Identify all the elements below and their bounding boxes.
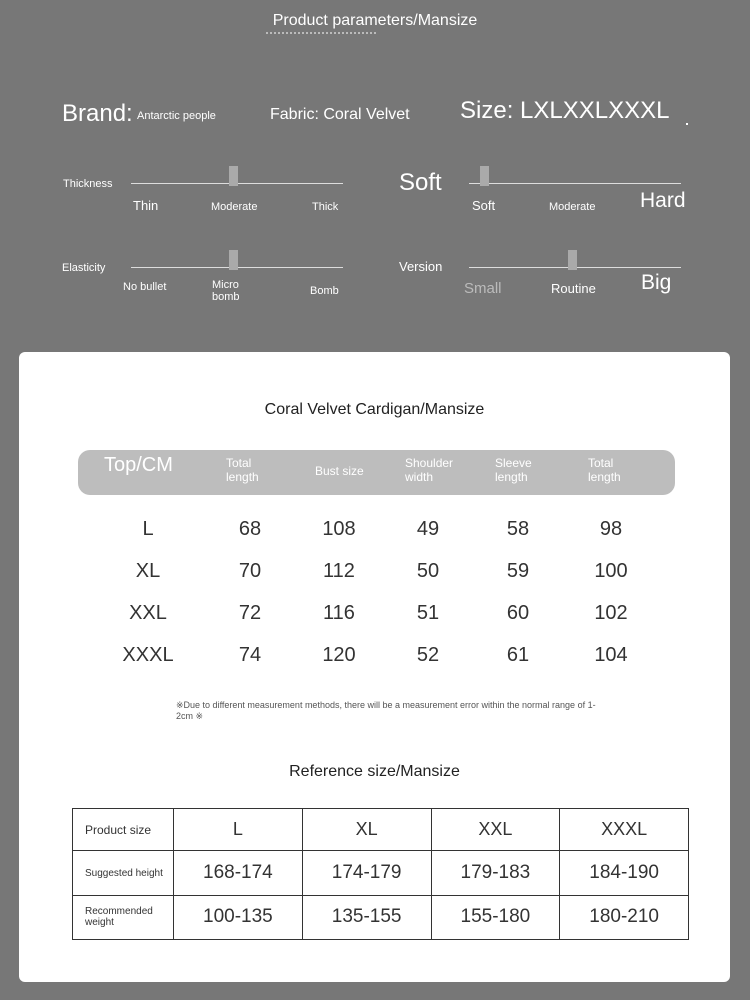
version-option-routine: Routine — [551, 281, 596, 296]
version-option-big: Big — [641, 271, 672, 294]
version-label: Version — [399, 259, 443, 274]
reference-height-row — [73, 851, 689, 895]
softness-option-moderate: Moderate — [549, 201, 596, 213]
measurement-note: ※Due to different measurement methods, there will be a measurement error within the normal range of 1-2cm ※ — [176, 700, 596, 721]
elasticity-option-micro-bomb: Micro bomb — [212, 279, 240, 303]
reference-size-xl: XL — [302, 809, 431, 851]
reference-weight-label: Recommended weight — [73, 895, 174, 939]
version-marker — [568, 250, 577, 270]
decorative-dot — [686, 123, 688, 125]
row-shoulder-width: 50 — [416, 560, 440, 582]
reference-height-xxl: 179-183 — [431, 851, 560, 895]
reference-header-row — [73, 809, 689, 851]
reference-weight-xl: 135-155 — [302, 895, 431, 939]
size-chart-col-total-length-2: Total length — [588, 456, 621, 484]
row-bust-size: 116 — [323, 602, 355, 624]
row-total-length-2: 98 — [599, 518, 623, 540]
reference-size-xxl: XXL — [431, 809, 560, 851]
thickness-option-thin: Thin — [133, 198, 159, 213]
row-size: XXXL — [122, 644, 174, 666]
row-total-length: 74 — [238, 644, 262, 666]
thickness-option-moderate: Moderate — [211, 201, 258, 213]
page-title: Product parameters/Mansize — [272, 12, 478, 29]
row-bust-size: 108 — [322, 518, 356, 540]
reference-size-l: L — [174, 809, 303, 851]
elasticity-option-no-bullet: No bullet — [123, 281, 167, 293]
row-size: XL — [135, 560, 161, 582]
row-bust-size: 112 — [323, 560, 355, 582]
row-sleeve-length: 60 — [506, 602, 530, 624]
softness-label: Soft — [399, 169, 442, 196]
row-bust-size: 120 — [322, 644, 356, 666]
row-size: L — [142, 518, 154, 540]
size-chart-col-bust-size: Bust size — [315, 464, 364, 478]
brand-label: Brand: — [62, 100, 133, 127]
row-shoulder-width: 49 — [416, 518, 440, 540]
softness-track — [469, 183, 681, 184]
softness-marker — [480, 166, 489, 186]
brand-value: Antarctic people — [137, 110, 216, 122]
size-chart-title: Coral Velvet Cardigan/Mansize — [264, 401, 485, 418]
row-total-length-2: 104 — [594, 644, 628, 666]
reference-header-label: Product size — [73, 809, 174, 851]
size-chart-col-shoulder-width: Shoulder width — [405, 456, 454, 484]
size-chart-header — [78, 450, 675, 495]
size-chart-card — [19, 352, 730, 982]
reference-table — [72, 808, 689, 940]
row-total-length: 70 — [238, 560, 262, 582]
thickness-option-thick: Thick — [312, 201, 339, 213]
row-total-length-2: 100 — [594, 560, 628, 582]
reference-height-xxxl: 184-190 — [560, 851, 689, 895]
elasticity-label: Elasticity — [62, 262, 106, 274]
size-chart-col-total-length: Total length — [226, 456, 259, 484]
reference-height-l: 168-174 — [174, 851, 303, 895]
row-sleeve-length: 58 — [506, 518, 530, 540]
softness-option-hard: Hard — [640, 189, 686, 212]
reference-size-xxxl: XXXL — [560, 809, 689, 851]
reference-height-label: Suggested height — [73, 851, 174, 895]
thickness-label: Thickness — [63, 178, 113, 190]
reference-height-xl: 174-179 — [302, 851, 431, 895]
reference-weight-l: 100-135 — [174, 895, 303, 939]
thickness-marker — [229, 166, 238, 186]
size-info: Size: LXLXXLXXXL — [460, 97, 670, 124]
row-sleeve-length: 61 — [506, 644, 530, 666]
version-option-small: Small — [464, 280, 502, 297]
reference-weight-xxxl: 180-210 — [560, 895, 689, 939]
row-shoulder-width: 52 — [416, 644, 440, 666]
row-shoulder-width: 51 — [416, 602, 440, 624]
reference-weight-xxl: 155-180 — [431, 895, 560, 939]
row-size: XXL — [129, 602, 167, 624]
header-underline-decoration — [266, 32, 376, 37]
elasticity-option-bomb: Bomb — [310, 285, 339, 297]
size-chart-col-sleeve-length: Sleeve length — [495, 456, 532, 484]
softness-option-soft: Soft — [472, 198, 496, 213]
reference-weight-row — [73, 895, 689, 939]
elasticity-marker — [229, 250, 238, 270]
row-total-length: 68 — [238, 518, 262, 540]
row-sleeve-length: 59 — [506, 560, 530, 582]
row-total-length-2: 102 — [594, 602, 628, 624]
reference-title: Reference size/Mansize — [289, 763, 460, 780]
size-chart-col-unit: Top/CM — [104, 454, 173, 476]
row-total-length: 72 — [238, 602, 262, 624]
fabric-info: Fabric: Coral Velvet — [270, 106, 410, 123]
